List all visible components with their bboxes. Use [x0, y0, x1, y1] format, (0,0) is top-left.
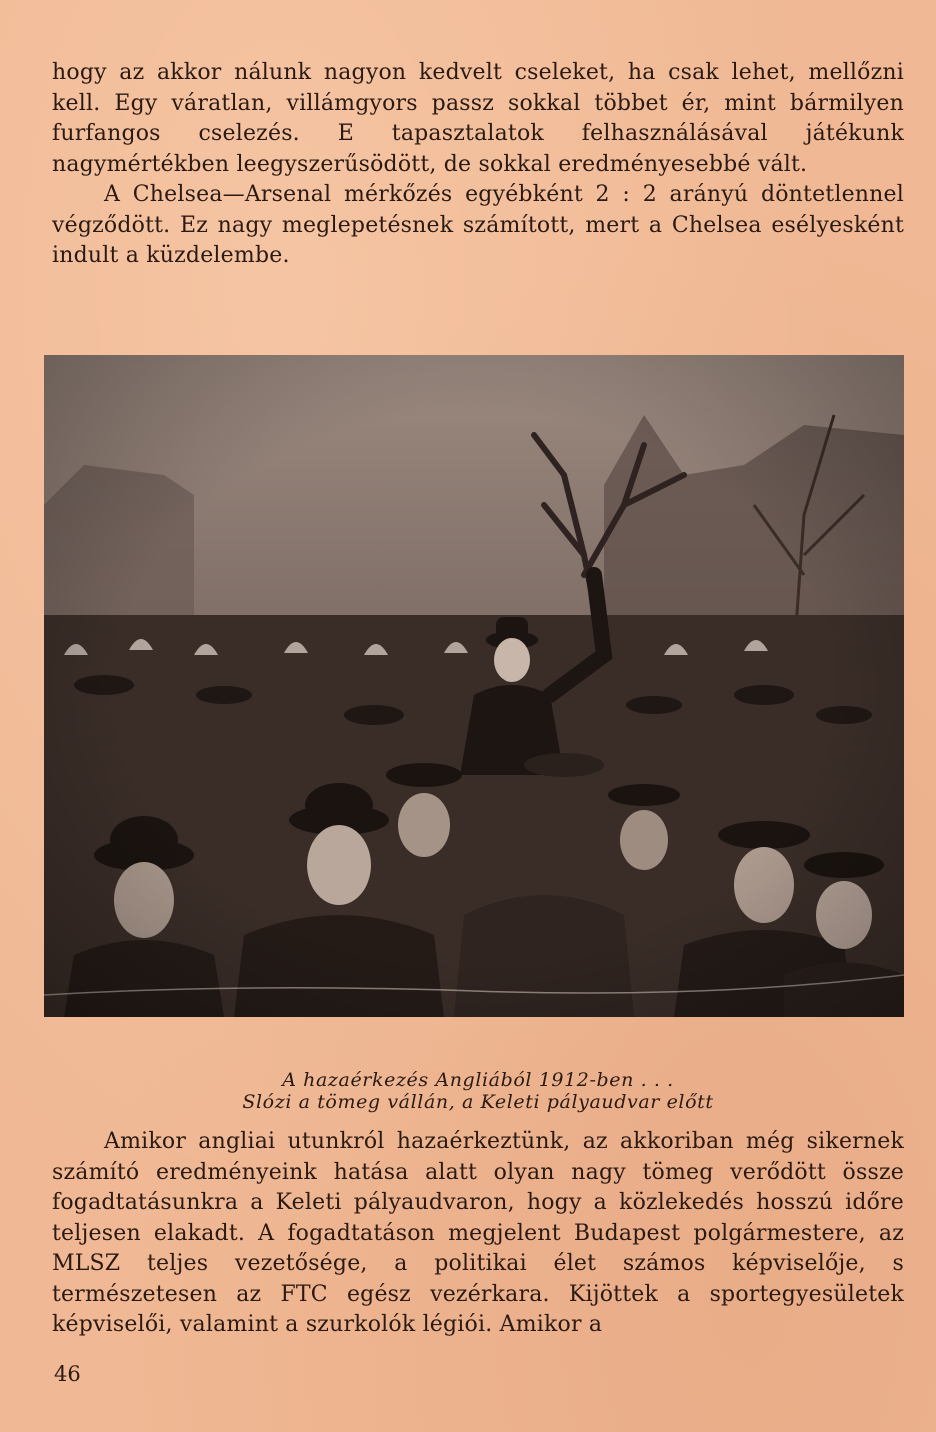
paragraph-3: Amikor angliai utunkról hazaérkeztünk, az akkoriban még sikernek számító eredményeink hatása alatt olyan nagy tömeg verődött össze fogadtatásunkra a Keleti pályaudvaron, hogy a közlekedés hosszú időre teljesen elakadt. A fogadtatáson megjelent Budapest polgármestere, az MLSZ teljes vezetősége, a politikai élet számos képviselője, s természetesen az FTC egész vezérkara. Kijöttek a sportegyesületek képviselői, valamint a szurkolók légiói. Amikor a — [52, 1129, 904, 1337]
photo-caption-line-1: A hazaérkezés Angliából 1912-ben . . . — [282, 1069, 674, 1091]
top-text — [52, 58, 904, 272]
paragraph-1: hogy az akkor nálunk nagyon kedvelt cseleket, ha csak lehet, mellőzni kell. Egy váratlan, villámgyors passz sokkal többet ér, mint bármilyen furfangos cselezés. E tapasztalatok felhasználásával játékunk nagymértékben leegyszerűsödött, de sokkal eredményesebbé vált. — [52, 60, 904, 177]
photo-caption-line-2: Slózi a tömeg vállán, a Keleti pályaudvar előtt — [242, 1091, 714, 1113]
crowd-photo — [44, 355, 904, 1017]
paragraph-2: A Chelsea—Arsenal mérkőzés egyébként 2 : 2 arányú döntetlennel végződött. Ez nagy meglepetésnek számított, mert a Chelsea esélyesként indult a küzdelembe. — [52, 182, 904, 268]
bottom-text — [52, 1127, 904, 1341]
page-number: 46 — [54, 1362, 81, 1386]
